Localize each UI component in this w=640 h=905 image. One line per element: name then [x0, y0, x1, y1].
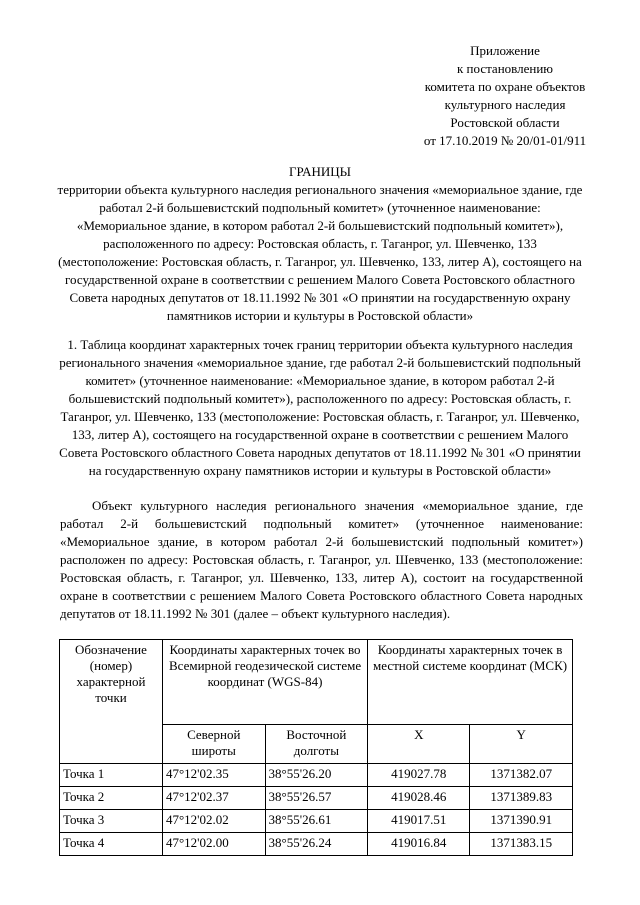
cell-east: 38°55'26.20 — [265, 764, 368, 787]
cell-y: 1371389.83 — [470, 787, 573, 810]
section-1-heading: 1. Таблица координат характерных точек границ территории объекта культурного наследия регионального значения «мемориальное здание, где работал 2-й большевистский подпольный комитет» (уточненное наименование: «Мемориальное здание, в котором работал 2-й большевистский подпольный комитет»), расположенного по адресу: Ростовская область, г. Таганрог, ул. Шевченко, 133 (местоположение: Ростовская область, г. Таганрог, ул. Шевченко, 133, литер А), состоящего на государственной охране в соответствии с решением Малого Совета Ростовского областного Совета народных депутатов от 18.11.1992 № 301 «О принятии на государственную охрану памятников истории и культуры в Ростовской области» — [59, 337, 581, 478]
header-x: X — [368, 725, 470, 764]
cell-east: 38°55'26.57 — [265, 787, 368, 810]
cell-x: 419016.84 — [368, 833, 470, 856]
coordinates-table — [59, 639, 573, 856]
cell-east: 38°55'26.61 — [265, 810, 368, 833]
appendix-line: Приложение — [470, 43, 540, 58]
table-row — [60, 787, 573, 810]
cell-x: 419028.46 — [368, 787, 470, 810]
cell-point: Точка 4 — [60, 833, 163, 856]
cell-y: 1371382.07 — [470, 764, 573, 787]
cell-point: Точка 2 — [60, 787, 163, 810]
header-wgs: Координаты характерных точек во Всемирной геодезической системе координат (WGS-84) — [162, 640, 367, 725]
document-subtitle: территории объекта культурного наследия регионального значения «мемориальное здание, где работал 2-й большевистский подпольный комитет» (уточненное наименование: «Мемориальное здание, в котором работал 2-й большевистский подпольный комитет»), расположенного по адресу: Ростовская область, г. Таганрог, ул. Шевченко, 133 (местоположение: Ростовская область, г. Таганрог, ул. Шевченко, 133, литер А), состоящего на государственной охране в соответствии с решением Малого Совета Ростовского областного Совета народных депутатов от 18.11.1992 № 301 «О принятии на государственную охрану памятников истории и культуры в Ростовской области» — [57, 182, 583, 323]
appendix-line: комитета по охране объектов — [424, 79, 586, 94]
cell-x: 419017.51 — [368, 810, 470, 833]
appendix-line: культурного наследия — [444, 97, 566, 112]
header-point: Обозначение (номер) характерной точки — [60, 640, 163, 764]
cell-x: 419027.78 — [368, 764, 470, 787]
header-msk: Координаты характерных точек в местной системе координат (МСК) — [368, 640, 573, 725]
appendix-line: к постановлению — [456, 61, 554, 76]
header-north: Северной широты — [162, 725, 265, 764]
table-row — [60, 833, 573, 856]
header-east: Восточной долготы — [265, 725, 368, 764]
appendix-line: от 17.10.2019 № 20/01-01/911 — [423, 133, 587, 148]
cell-y: 1371390.91 — [470, 810, 573, 833]
cell-point: Точка 3 — [60, 810, 163, 833]
cell-point: Точка 1 — [60, 764, 163, 787]
cell-north: 47°12'02.02 — [162, 810, 265, 833]
document-title: ГРАНИЦЫ — [289, 164, 351, 179]
appendix-line: Ростовской области — [450, 115, 560, 130]
cell-north: 47°12'02.37 — [162, 787, 265, 810]
cell-north: 47°12'02.35 — [162, 764, 265, 787]
object-description: Объект культурного наследия регионального значения «мемориальное здание, где работал 2-й большевистский подпольный комитет» (уточненное наименование: «Мемориальное здание, в котором работал 2-й большевистский подпольный комитет») расположен по адресу: Ростовская область, г. Таганрог, ул. Шевченко, 133 (местоположение: Ростовская область, г. Таганрог, ул. Шевченко, 133, литер А), состоит на государственной охране в соответствии с решением Малого Совета Ростовского областного Совета народных депутатов от 18.11.1992 № 301 (далее – объект культурного наследия). — [60, 498, 583, 621]
cell-y: 1371383.15 — [470, 833, 573, 856]
cell-east: 38°55'26.24 — [265, 833, 368, 856]
cell-north: 47°12'02.00 — [162, 833, 265, 856]
table-row — [60, 764, 573, 787]
header-y: Y — [470, 725, 573, 764]
table-row — [60, 810, 573, 833]
appendix-block — [380, 42, 630, 150]
